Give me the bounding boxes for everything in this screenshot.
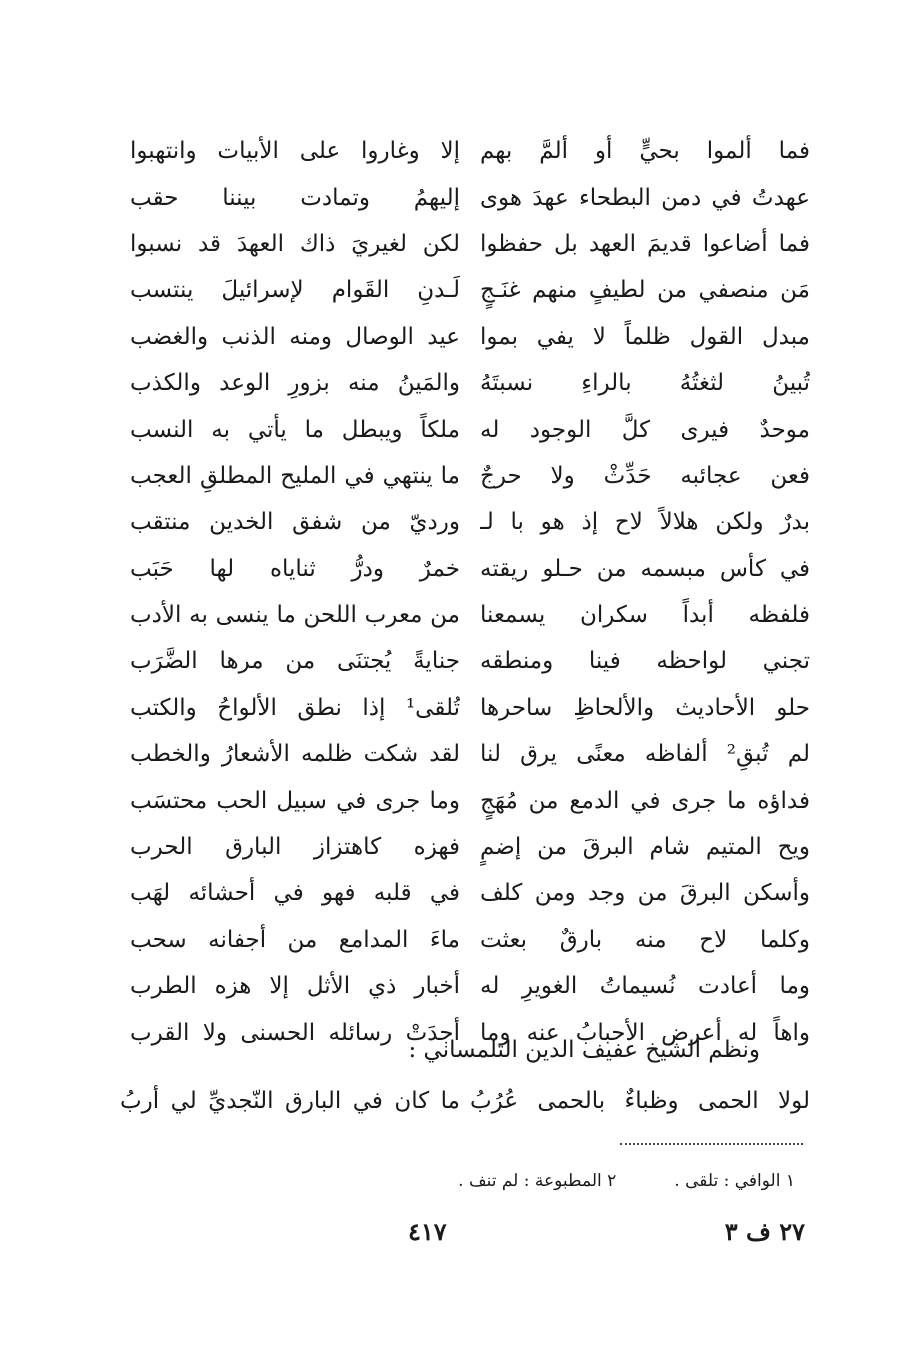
verse-right-hemistich: فلفظه أبداً سكران يسمعنا — [480, 602, 810, 629]
verse-right-hemistich: بدرٌ ولكن هلالاً لاح إذ هو با لـ — [480, 509, 810, 536]
verse-row — [130, 221, 810, 267]
verse-row — [130, 406, 810, 452]
verse-left-hemistich: في قلبه فهو في أحشائه لهَب — [130, 880, 460, 907]
verse-left-hemistich: ملكاً ويبطل ما يأتي به النسب — [130, 416, 460, 443]
signature-mark: ٢٧ ف ٣ — [724, 1217, 805, 1246]
verse-right-hemistich: فعن عجائبه حَدِّثْ ولا حرجٌ — [480, 462, 810, 489]
verse-right-hemistich: وما أعادت نُسيماتُ الغويرِ له — [480, 973, 810, 1000]
verse-row — [130, 777, 810, 823]
verse-right-hemistich: مبدل القول ظلماً لا يفي بموا — [480, 323, 810, 350]
verse-row — [130, 546, 810, 592]
page-number: ٤١٧ — [408, 1217, 447, 1246]
verse-right-hemistich: عهدتُ في دمن البطحاء عهدَ هوى — [480, 184, 810, 211]
verse-left-hemistich: أخبار ذي الأثل إلا هزه الطرب — [130, 973, 460, 1000]
verse-left-hemistich: إلا وغاروا على الأبيات وانتهبوا — [130, 138, 460, 165]
verse-right-hemistich: موحدٌ فيرى كلَّ الوجود له — [480, 416, 810, 443]
verse-right-hemistich: حلو الأحاديث والألحاظِ ساحرها — [480, 694, 810, 721]
verse-row — [130, 267, 810, 313]
verse-left-hemistich: من معرب اللحن ما ينسى به الأدب — [130, 602, 460, 629]
final-verse-left-hemistich: ما كان في البارق النّجديِّ لي أربُ — [120, 1088, 460, 1114]
poem-block — [130, 128, 810, 1046]
footnotes — [295, 1166, 795, 1196]
verse-row — [130, 453, 810, 499]
verse-row — [130, 731, 810, 777]
verse-left-hemistich: لَـدنِ القَوام لإسرائيلَ ينتسب — [130, 277, 460, 304]
verse-row — [130, 499, 810, 545]
verse-row — [130, 824, 810, 870]
verse-right-hemistich: تُبينُ لثغتُهُ بالراءِ نسبتَهُ — [480, 370, 810, 397]
verse-row — [130, 360, 810, 406]
verse-left-hemistich: فهزه كاهتزاز البارق الحرب — [130, 834, 460, 861]
verse-left-hemistich: تُلقى¹ إذا نطق الألواحُ والكتب — [130, 694, 460, 721]
verse-row — [130, 917, 810, 963]
verse-row — [130, 128, 810, 174]
final-verse-right-hemistich: لولا الحمى وظباءٌ بالحمى عُرُبُ — [470, 1088, 810, 1114]
verse-right-hemistich: تجني لواحظه فينا ومنطقه — [480, 648, 810, 675]
verse-left-hemistich: جنايةً يُجتنَى من مرها الضَّرَب — [130, 648, 460, 675]
verse-right-hemistich: مَن منصفي من لطيفٍ منهم غنَـجٍ — [480, 277, 810, 304]
verse-right-hemistich: فداؤه ما جرى في الدمع من مُهَجٍ — [480, 787, 810, 814]
verse-right-hemistich: فما أضاعوا قديمَ العهد بل حفظوا — [480, 230, 810, 257]
intro-line: ونظم الشيخ عفيف الدين التلمساني : — [408, 1037, 760, 1063]
verse-right-hemistich: لم تُبقِ² ألفاظه معنًى يرق لنا — [480, 741, 810, 768]
verse-right-hemistich: فما ألموا بحيٍّ أو ألمَّ بهم — [480, 138, 810, 165]
verse-row — [130, 592, 810, 638]
verse-left-hemistich: إليهمُ وتمادت بيننا حقب — [130, 184, 460, 211]
verse-left-hemistich: ماءَ المدامع من أجفانه سحب — [130, 926, 460, 953]
verse-row — [130, 314, 810, 360]
verse-row — [130, 685, 810, 731]
verse-left-hemistich: أجدَتْ رسائله الحسنى ولا القرب — [130, 1019, 460, 1046]
verse-left-hemistich: ورديّ من شفق الخدين منتقب — [130, 509, 460, 536]
footnote-1: ١ الوافي : تلقى . — [674, 1171, 795, 1191]
verse-left-hemistich: خمرٌ ودرُّ ثناياه لها حَبَب — [130, 555, 460, 582]
verse-row — [130, 174, 810, 220]
verse-row — [130, 963, 810, 1009]
verse-left-hemistich: ما ينتهي في المليح المطلقِ العجب — [130, 462, 460, 489]
verse-left-hemistich: لقد شكت ظلمه الأشعارُ والخطب — [130, 741, 460, 768]
footnote-2: ٢ المطبوعة : لم تنف . — [458, 1171, 617, 1191]
verse-left-hemistich: لكن لغيريَ ذاك العهدَ قد نسبوا — [130, 230, 460, 257]
verse-left-hemistich: والمَينُ منه بزورِ الوعد والكذب — [130, 370, 460, 397]
verse-right-hemistich: وكلما لاح منه بارقٌ بعثت — [480, 926, 810, 953]
verse-row — [130, 870, 810, 916]
verse-left-hemistich: وما جرى في سبيل الحب محتسَب — [130, 787, 460, 814]
verse-right-hemistich: وأسكن البرقَ من وجد ومن كلف — [480, 880, 810, 907]
verse-right-hemistich: واهاً له أعرض الأحبابُ عنه وما — [480, 1019, 810, 1046]
verse-right-hemistich: في كأس مبسمه من حـلو ريقته — [480, 555, 810, 582]
verse-left-hemistich: عيد الوصال ومنه الذنب والغضب — [130, 323, 460, 350]
verse-row — [130, 638, 810, 684]
verse-right-hemistich: ويح المتيم شام البرقَ من إضمٍ — [480, 834, 810, 861]
footnote-separator — [620, 1143, 803, 1145]
final-verse — [120, 1078, 810, 1124]
